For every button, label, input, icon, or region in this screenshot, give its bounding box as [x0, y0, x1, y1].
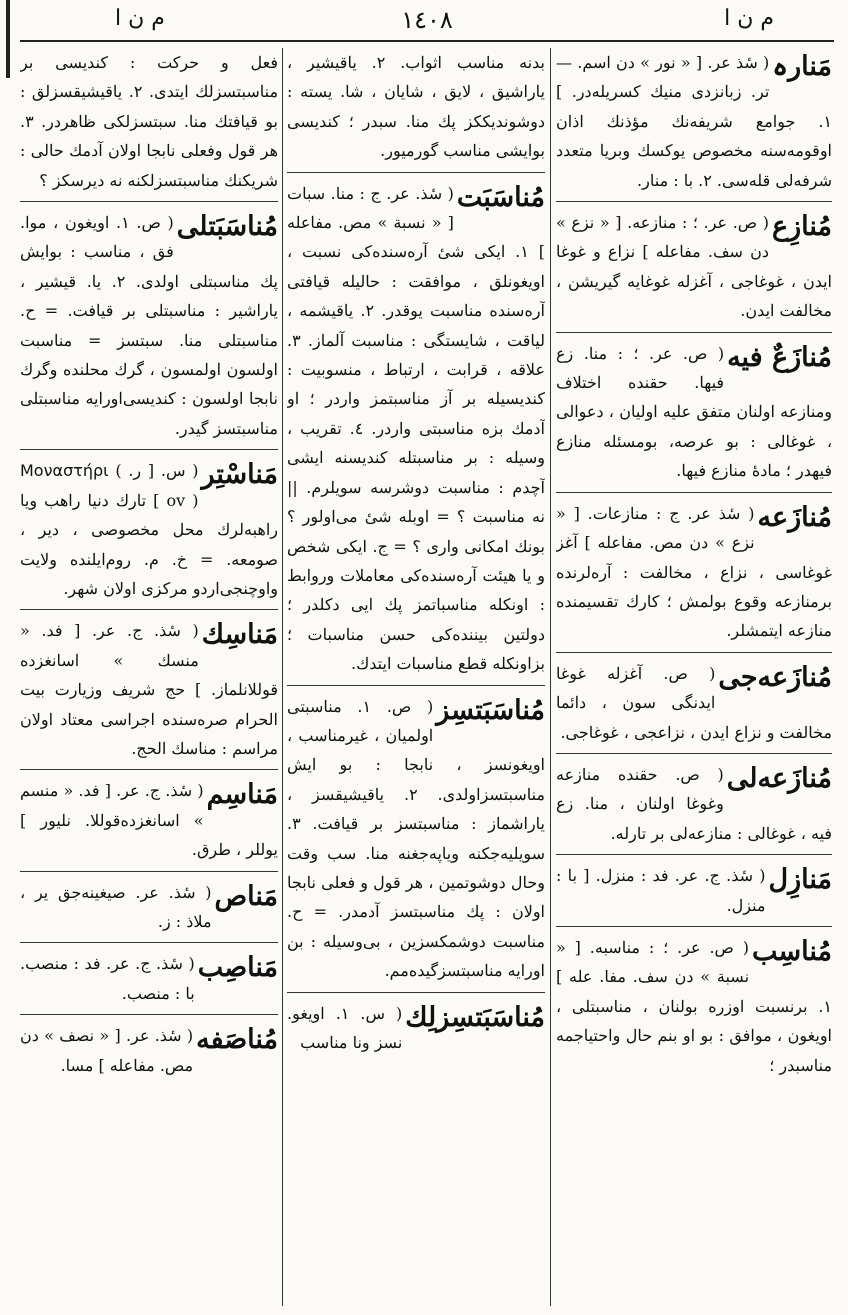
dictionary-entry — [20, 616, 278, 770]
entry-definition: ( سٔذ. ج. عر. فد : منصب. با : منصب. — [20, 954, 195, 1003]
dictionary-entry — [20, 949, 278, 1015]
entry-headword: مُناسَبَتلی — [176, 211, 278, 243]
left-column — [20, 48, 278, 1306]
entry-definition: ( ص. ١. اویغون ، موا. فق ، مناسب : بوایش پك مناسبتلی اولدی. ٢. یا. قیشیر ، یاراشیر : مناسبتلی بر قیافت. = ح. مناسبتلی منا. سبتسز = مناسبت اولسون اولمسون ، گرك محلنده وگرك نابجا اولسون : كندیسی‌اورایه مناسبتلی مناسبتسز گیدر. — [20, 213, 278, 438]
entry-headword: مُنازَعه‌لی — [726, 762, 832, 794]
right-column — [556, 48, 832, 1306]
dictionary-entry — [287, 48, 545, 173]
page-header — [20, 6, 834, 36]
dictionary-entry — [20, 878, 278, 944]
entry-headword: مَناسِك — [201, 619, 278, 651]
dictionary-entry — [20, 1021, 278, 1086]
entry-definition: ( سٔذ. ج. عر. [ فد. « منسم » اسانغزده‌قوللا. نلیور ] یوللر ، طرق. — [20, 781, 278, 860]
dictionary-entry — [20, 48, 278, 202]
dictionary-entry — [556, 933, 832, 1086]
entry-headword: مَناسِم — [206, 779, 278, 811]
entry-headword: مُناسَبَتسِزلِك — [405, 1001, 545, 1033]
entry-headword: مَناصِب — [197, 952, 278, 984]
entry-definition: ( ص. ١. مناسبتی اولمیان ، غیرمناسب ، اویغونسز ، نابجا : بو ایش مناسبتسزاولدی. ٢. یاقیشیقسز ، یاراشماز : مناسبتسز بر قیافت. ٣. سویلیه‌جكنه ویاپه‌جغنه منا. سب وقت وحال دوشوتمین ، هر قول و فعلی نابجا اولان : پك مناسبتسز آدمدر. = ح. مناسبت دوشمكسزین ، بی‌وسیله : بن اورایه مناسبتسزگیده‌مم. — [287, 696, 545, 981]
dictionary-entry — [20, 776, 278, 871]
column-divider-left — [282, 48, 283, 1306]
dictionary-entry — [556, 861, 832, 927]
entry-headword: مُنازَعٌ فیه — [727, 341, 832, 373]
entry-headword: مُنازِع — [772, 211, 832, 243]
dictionary-entry — [287, 692, 545, 993]
entry-definition: ( سٔذ عر. [ « نور » دن اسم. — تر. زبانزدی منیك كسریله‌در. ] ١. جوامع شریفه‌نك مؤذنك اذان اوقومه‌سنه مخصوص یوكسك وبریا متعدد شرفه‌لی قله‌سی. ٢. با : منار. — [556, 53, 832, 190]
entry-definition: ( ص. عر. ؛ : منا. زع فیها. حقنده اختلاف ومنازعه اولنان متفق علیه اولیان ، دعوالی ، غوغالی : بو عرصه، بومسئله منازع فیهدر ؛ مادهٔ منازع فیها. — [556, 343, 832, 481]
entry-definition: ( سٔذ عر. ج : منازعات. [ « نزع » دن مص. مفاعله ] آغز غوغاسی ، نزاع ، مخالفت : آره‌لرنده برمنازعه وقوع بولمش ؛ كارك تقسیمنده منازعه ایتمشلر. — [556, 503, 832, 641]
dictionary-entry — [556, 499, 832, 653]
middle-column — [287, 48, 545, 1306]
entry-headword: مُنازَعه — [757, 501, 832, 533]
dictionary-entry — [556, 208, 832, 333]
dictionary-entry — [20, 456, 278, 610]
entry-headword: مُناسَبَت — [456, 181, 545, 213]
dictionary-entry — [556, 760, 832, 855]
header-right-label: م ن ا — [724, 6, 774, 31]
entry-headword: مَنازِل — [768, 864, 832, 896]
dictionary-entry — [20, 208, 278, 450]
entry-definition: ( ص. حقنده منازعه وغوغا اولنان ، منا. زع فیه ، غوغالی : منازعه‌لی بر تارله. — [556, 764, 832, 843]
header-left-label: م ن ا — [115, 6, 165, 31]
entry-headword: مُنازَعه‌جی — [718, 661, 832, 693]
entry-definition: ( سٔذ. ج. عر. فد : منزل. [ با : منزل. — [556, 866, 766, 915]
dictionary-entry — [287, 999, 545, 1064]
dictionary-entry — [556, 339, 832, 493]
entry-definition: ( سٔذ. عر. صیغینه‌جق یر ، ملاذ : ز. — [20, 882, 212, 931]
entry-headword: مُناسَبَتسِز — [436, 694, 545, 726]
scan-edge-mark — [6, 0, 10, 78]
entry-definition: ( سٔذ. عر. [ « نصف » دن مص. مفاعله ] مسا. — [20, 1026, 194, 1075]
header-rule — [20, 40, 834, 42]
entry-definition: ( سٔذ. ج. عر. [ فد. « منسك » اسانغزده قوللانلماز. ] حج شریف وزیارت بیت الحرام صره‌سنده اجراسی معتاد اولان مراسم : مناسك الحج. — [20, 621, 278, 758]
entry-definition: بدنه مناسب اثواب. ٢. یاقیشیر ، یاراشیق ، لایق ، شایان ، شا. یسته : دوشوندیككز پك منا. سبدر ؛ كندیسی بوایشی مناسب گورمیور. — [287, 53, 545, 161]
page-number: ١٤٠٨ — [401, 6, 453, 34]
column-divider-right — [550, 48, 551, 1306]
entry-definition: ( ص. عر. ؛ : مناسبه. [ « نسبة » دن سف. مفا. عله ] ١. برنسبت اوزره بولنان ، مناسبتلی ، اویغون ، موافق : بو او بنم حال واحتیاجمه مناسبدر ؛ — [556, 937, 832, 1075]
dictionary-entry — [556, 48, 832, 202]
entry-headword: مُناسِب — [752, 935, 832, 967]
dictionary-entry — [287, 179, 545, 686]
entry-definition: ( سٔذ. عر. ج : منا. سبات [ « نسبة » مص. مفاعله ] ١. ایكی شیٔ آره‌سنده‌كی نسبت ، اویغونلق ، موافقت : حالیله قیافتی آره‌سنده مناسبت یوقدر. ٢. یاقیشمه ، لیاقت ، شایستگی : مناسبت آلماز. ٣. علاقه ، قرابت ، ارتباط ، منسوبیت : كندیسیله بر آز مناسبتمز واردر ؛ او آدمك بزه مناسبتی واردر. ٤. تقریب ، وسیله : بر مناسبتله كندیسنه ایشی آچدم : مناسبت دوشرسه سویلرم. || نه مناسبت ؟ = اوبله شیٔ می‌اولور ؟ بونك امكانی واری ؟ = ج. ایكی شخص و یا هیئت آره‌سنده‌كی معاملات وروابط : اونكله مناسباتمز پك ایی دكلدر ؛ دولتین بیننده‌كی حسن مناسبات ؛ بزاونكله قطع مناسبات ایتدك. — [287, 183, 545, 674]
entry-definition: ( س. [ ر. Μοναστήρι ( ov ) ] تارك دنیا راهب ویا راهبه‌لرك محل مخصوصی ، دیر ، صومعه. = خ. م. روم‌ایلنده ولایت واوچنجی‌اردو مركزی اولان شهر. — [20, 461, 278, 598]
entry-headword: مَناسْتِر — [201, 459, 278, 491]
entry-headword: مُناصَفه — [196, 1024, 278, 1056]
entry-definition: ( ص. آغزله غوغا ایدنگی سون ، دائما مخالفت و نزاع ایدن ، نزاعجی ، غوغاجی. — [556, 663, 832, 742]
entry-definition: فعل و حركت : كندیسی بر مناسبتسزلك ایتدی. ٢. یاقیشیقسزلق : بو قیافتك منا. سبتسزلكی ظاهردر. ٣. هر قول وفعلی نابجا اولان آدمك حالی : شریكنك مناسبتسزلكنه نه دیرسكز ؟ — [20, 53, 278, 190]
entry-headword: مَناص — [214, 880, 278, 912]
entry-definition: ( ص. عر. ؛ : منازعه. [ « نزع » دن سف. مفاعله ] نزاع و غوغا ایدن ، غوغاجی ، آغزله غوغایه گیریشن ، مخالفت ایدن. — [556, 213, 832, 321]
entry-definition: ( س. ١. اویغو. نسز ونا مناسب — [287, 1003, 403, 1052]
dictionary-entry — [556, 659, 832, 754]
entry-headword: مَنارہ — [772, 51, 832, 82]
